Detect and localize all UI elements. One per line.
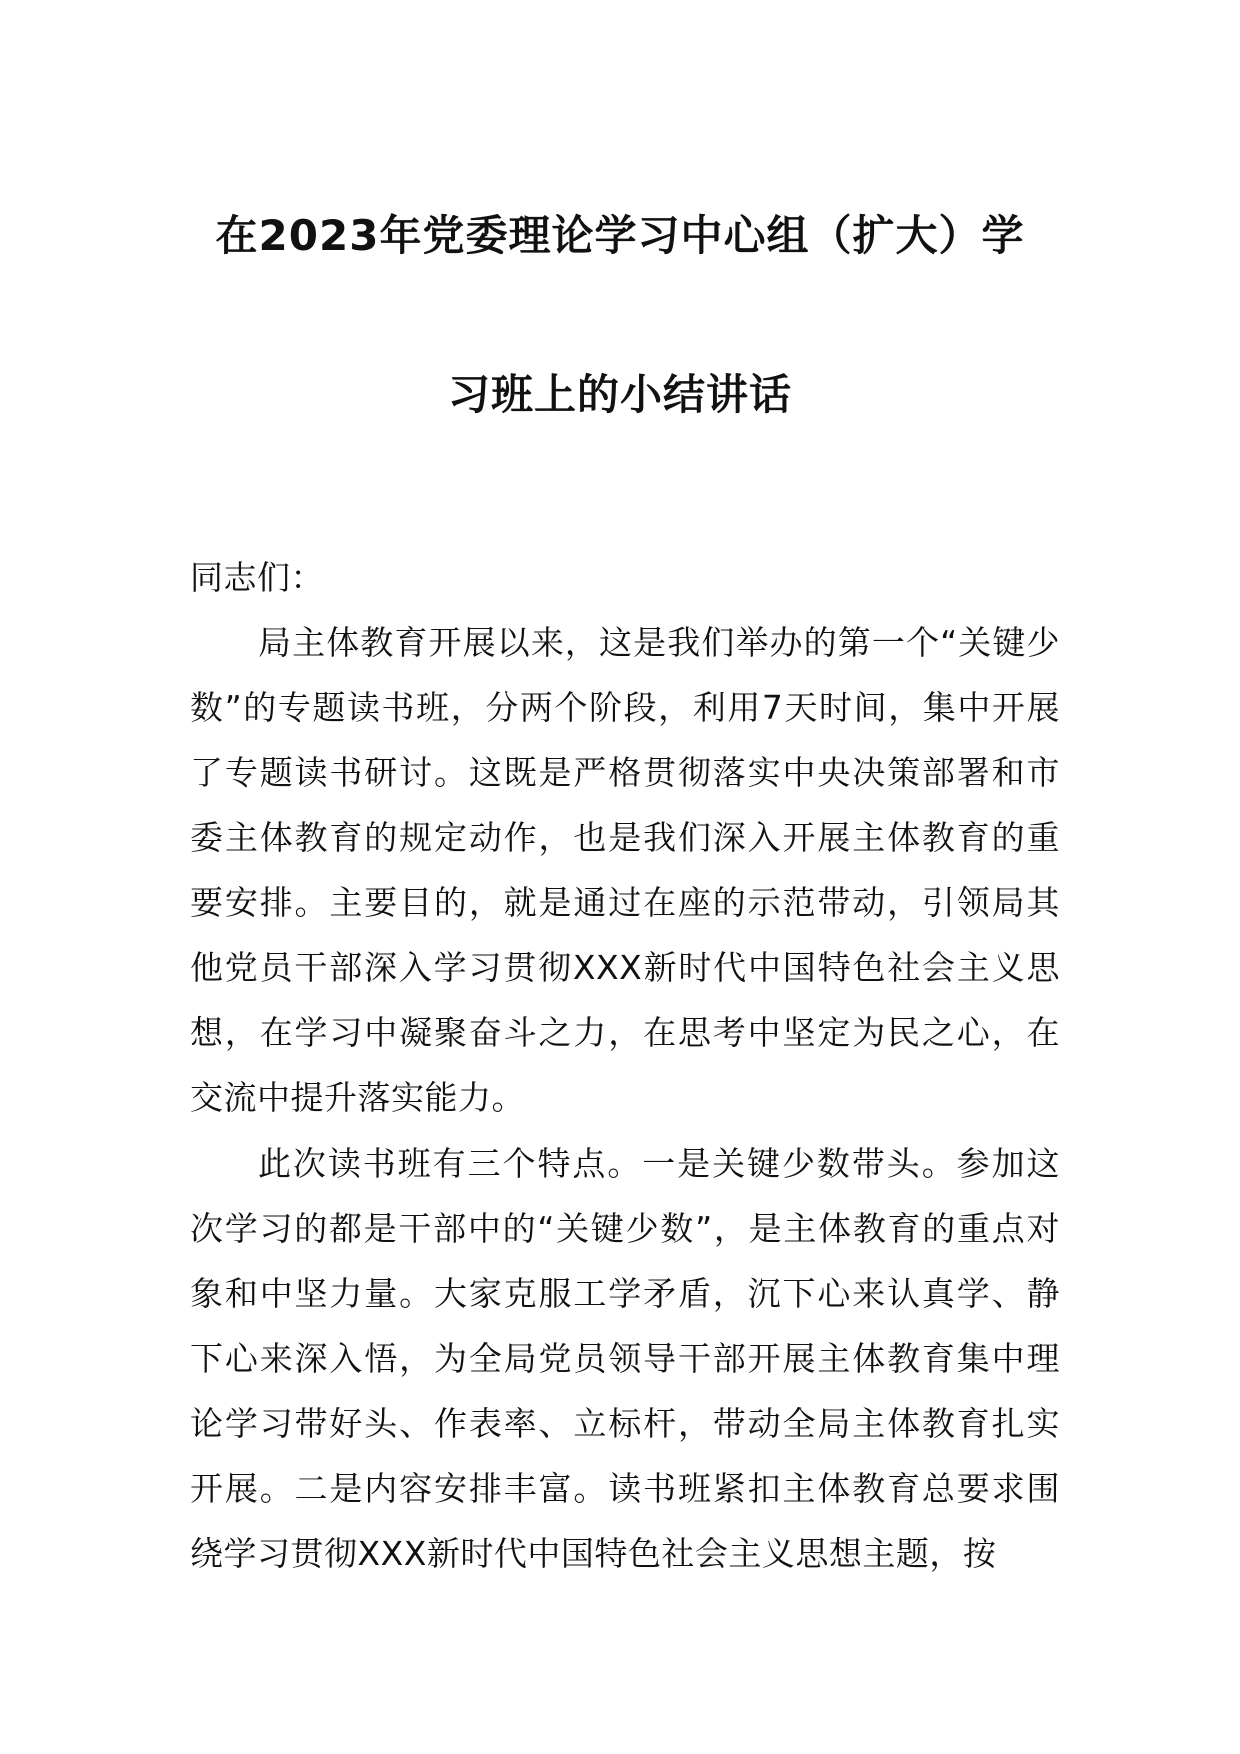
document-title-line-1: 在2023年党委理论学习中心组（扩大）学 — [215, 211, 1025, 260]
document-title-line-2: 习班上的小结讲话 — [447, 370, 792, 419]
salutation: 同志们： — [190, 558, 324, 597]
paragraph-1: 局主体教育开展以来，这是我们举办的第一个“关键少数”的专题读书班，分两个阶段，利用7天时间，集中开展了专题读书研讨。这既是严格贯彻落实中央决策部署和市委主体教育的规定动作，也是我们深入开展主体教育的重要安排。主要目的，就是通过在座的示范带动，引领局其他党员干部深入学习贯彻XXX新时代中国特色社会主义思想，在学习中凝聚奋斗之力，在思考中坚定为民之心，在交流中提升落实能力。 — [190, 623, 1060, 1117]
paragraph-2: 此次读书班有三个特点。一是关键少数带头。参加这次学习的都是干部中的“关键少数”，是主体教育的重点对象和中坚力量。大家克服工学矛盾，沉下心来认真学、静下心来深入悟，为全局党员领导干部开展主体教育集中理论学习带好头、作表率、立标杆，带动全局主体教育扎实开展。二是内容安排丰富。读书班紧扣主体教育总要求围绕学习贯彻XXX新时代中国特色社会主义思想主题，按 — [190, 1144, 1060, 1573]
